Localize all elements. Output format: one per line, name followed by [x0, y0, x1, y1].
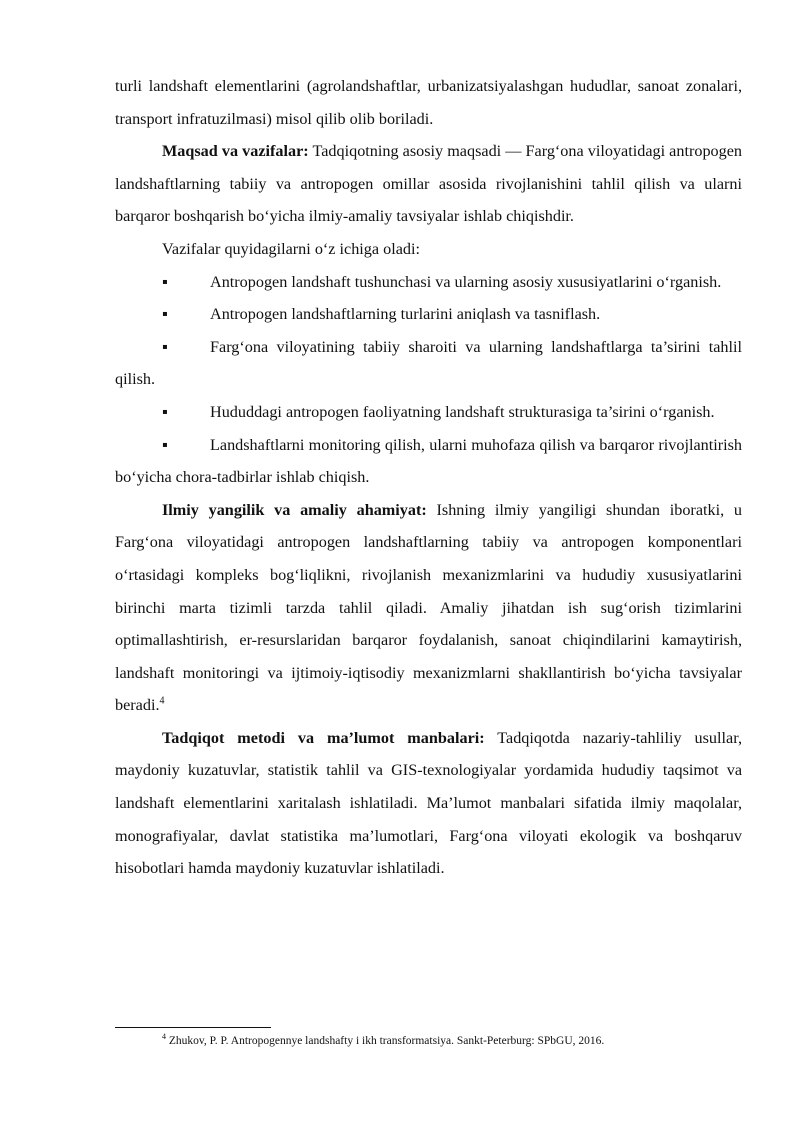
methods-text: Tadqiqotda nazariy-tahliliy usullar, maydoniy kuzatuvlar, statistik tahlil va GIS-texnologiyalar yordamida hududiy taqsimot va landshaft elementlarini xaritalash ishlatiladi. Ma’lumot manbalari sifatida ilmiy maqolalar, monografiyalar, davlat statistika ma’lumotlari, Farg‘ona viloyati ekologik va boshqaruv hisobotlari hamda maydoniy kuzatuvlar ishlatiladi. — [115, 728, 742, 878]
paragraph-goals — [115, 135, 742, 233]
list-item-text: Antropogen landshaft tushunchasi va ularning asosiy xususiyatlarini o‘rganish. — [210, 272, 722, 291]
bullet-marker: ▪ — [162, 305, 168, 324]
paragraph-intro: turli landshaft elementlarini (agrolandshaftlar, urbanizatsiyalashgan hududlar, sanoat zonalari, transport infratuzilmasi) misol qilib olib boriladi. — [115, 77, 742, 128]
document-body — [115, 70, 742, 885]
list-item — [115, 266, 742, 299]
list-item-text: Farg‘ona viloyatining tabiiy sharoiti va ularning landshaftlarga ta’sirini tahlil qilish. — [115, 337, 742, 389]
footnote-reference[interactable]: 4 — [159, 695, 165, 707]
list-item — [115, 429, 742, 494]
list-item — [115, 331, 742, 396]
footnote-divider — [115, 1027, 271, 1028]
list-item-text: Landshaftlarni monitoring qilish, ularni muhofaza qilish va barqaror rivojlantirish bo‘yicha chora-tadbirlar ishlab chiqish. — [115, 435, 742, 487]
paragraph-tasks-intro: Vazifalar quyidagilarni o‘z ichiga oladi: — [162, 239, 420, 258]
paragraph-methods — [115, 722, 742, 885]
footnote-text: Zhukov, P. P. Antropogennye landshafty i ikh transformatsiya. Sankt-Peterburg: SPbGU, 2016. — [166, 1035, 605, 1047]
heading-goals: Maqsad va vazifalar: — [162, 142, 309, 161]
list-item — [115, 396, 742, 429]
bullet-marker: ▪ — [162, 337, 168, 356]
footnote-number: 4 — [162, 1032, 166, 1042]
paragraph-novelty — [115, 494, 742, 722]
novelty-text: Ishning ilmiy yangiligi shundan iboratki, u Farg‘ona viloyatidagi antropogen landshaftlarning tabiiy va antropogen komponentlari o‘rtasidagi kompleks bog‘liqlikni, rivojlanish mexanizmlarini va hududiy xususiyatlarini birinchi marta tizimli tarzda tahlil qiladi. Amaliy jihatdan ish sug‘orish tizimlarini optimallashtirish, er-resurslaridan barqaror foydalanish, sanoat chiqindilarini kamaytirish, landshaft monitoringi va ijtimoiy-iqtisodiy mexanizmlarni shakllantirish bo‘yicha tavsiyalar beradi. — [115, 500, 742, 715]
heading-methods: Tadqiqot metodi va ma’lumot manbalari: — [162, 728, 485, 747]
goals-text: Tadqiqotning asosiy maqsadi — Farg‘ona viloyatidagi antropogen landshaftlarning tabiiy va antropogen omillar asosida rivojlanishini tahlil qilish va ularni barqaror boshqarish bo‘yicha ilmiy-amaliy tavsiyalar ishlab chiqishdir. — [115, 142, 743, 226]
footnote — [162, 1033, 742, 1049]
list-item — [115, 298, 742, 331]
heading-novelty: Ilmiy yangilik va amaliy ahamiyat: — [162, 500, 427, 519]
list-item-text: Antropogen landshaftlarning turlarini aniqlash va tasniflash. — [210, 305, 601, 324]
bullet-marker: ▪ — [162, 402, 168, 421]
bullet-marker: ▪ — [162, 435, 168, 454]
list-item-text: Hududdagi antropogen faoliyatning landshaft strukturasiga ta’sirini o‘rganish. — [210, 402, 715, 421]
bullet-marker: ▪ — [162, 272, 168, 291]
